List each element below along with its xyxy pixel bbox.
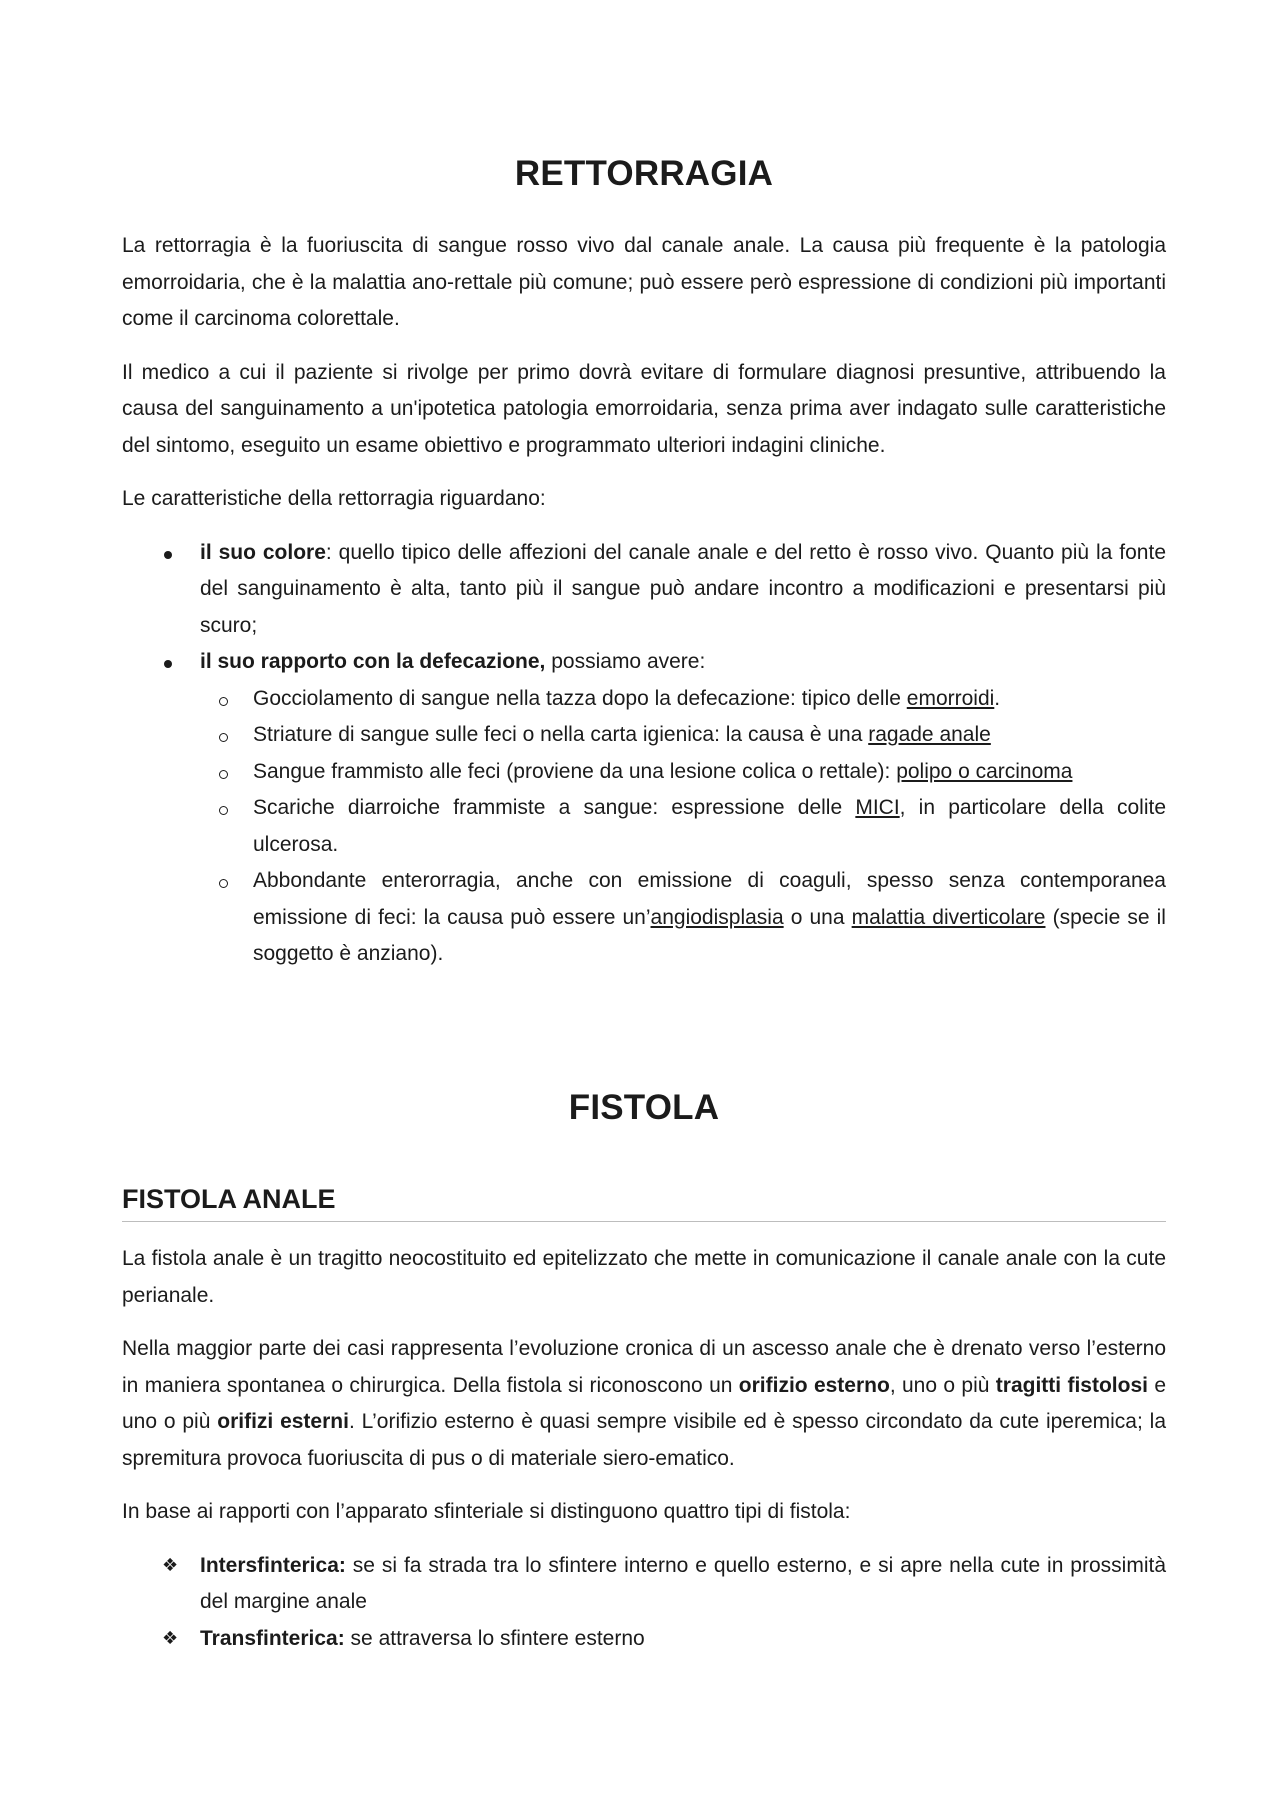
list-item	[122, 1621, 1166, 1658]
sub-list-item	[122, 863, 1166, 973]
sub-list	[122, 681, 1166, 973]
item-label: il suo colore	[200, 540, 326, 564]
paragraph	[122, 1331, 1166, 1477]
bold-term: orifizi esterni	[217, 1410, 349, 1433]
diamond-bullet-icon: ❖	[162, 1627, 179, 1649]
fistola-body	[122, 1241, 1166, 1657]
circle-bullet-icon	[219, 733, 228, 742]
link-emorroidi[interactable]: emorroidi	[906, 686, 995, 710]
sub-list-item	[122, 754, 1166, 791]
item-text: possiamo avere:	[545, 650, 706, 673]
link-malattia-diverticolare[interactable]: malattia diverticolare	[851, 905, 1046, 929]
item-text: Sangue frammisto alle feci (proviene da una lesione colica o rettale):	[253, 759, 897, 783]
item-text: Gocciolamento di sangue nella tazza dopo la defecazione: tipico delle	[253, 686, 907, 710]
item-text: , in particolare della colite ulcerosa.	[253, 796, 1166, 856]
section-title-fistola: FISTOLA	[568, 1088, 720, 1127]
link-ragade-anale[interactable]: ragade anale	[868, 723, 991, 746]
bullet-icon	[164, 551, 172, 559]
bullet-icon	[164, 660, 172, 668]
paragraph: Le caratteristiche della rettorragia riguardano:	[122, 487, 546, 510]
link-mici[interactable]: MICI	[855, 796, 900, 819]
rettorragia-body	[122, 228, 1166, 973]
text: , uno o più	[889, 1373, 996, 1397]
circle-bullet-icon	[219, 806, 228, 815]
section-title-rettorragia: RETTORRAGIA	[514, 154, 774, 193]
list-item	[122, 644, 1166, 681]
paragraph: Il medico a cui il paziente si rivolge per primo dovrà evitare di formulare diagnosi presuntive, attribuendo la causa del sanguinamento a un'ipotetica patologia emorroidaria, senza prima aver indagato sulle caratteristiche del sintomo, eseguito un esame obiettivo e programmato ulteriori indagini cliniche.	[122, 360, 1166, 457]
item-text: se attraversa lo sfintere esterno	[344, 1626, 645, 1650]
link-angiodisplasia[interactable]: angiodisplasia	[650, 905, 784, 929]
item-text: : quello tipico delle affezioni del canale anale e del retto è rosso vivo. Quanto più la fonte del sanguinamento è alta, tanto più il sangue può andare incontro a modificazioni e presentarsi più scuro;	[200, 540, 1166, 637]
item-text: (specie se il soggetto è anziano).	[253, 905, 1166, 965]
text: Nella maggior parte dei casi rappresenta l’evoluzione cronica di un ascesso anale che è drenato verso l’esterno in maniera spontanea o chirurgica. Della fistola si riconoscono un	[122, 1337, 1166, 1397]
diamond-bullet-icon: ❖	[162, 1554, 179, 1576]
sub-list-item	[122, 790, 1166, 863]
item-label: il suo rapporto con la defecazione,	[200, 650, 546, 673]
fistula-type-list	[122, 1548, 1166, 1658]
sub-list-item	[122, 717, 1166, 754]
item-label: Transfinterica:	[200, 1626, 345, 1650]
bullet-list	[122, 535, 1166, 681]
circle-bullet-icon	[219, 879, 228, 888]
bold-term: tragitti fistolosi	[995, 1373, 1148, 1397]
item-text: Striature di sangue sulle feci o nella carta igienica: la causa è una	[253, 723, 869, 746]
list-item	[122, 535, 1166, 645]
item-text: o una	[783, 905, 852, 929]
text: e uno o più	[122, 1373, 1166, 1433]
paragraph: La fistola anale è un tragitto neocostituito ed epitelizzato che mette in comunicazione il canale anale con la cute perianale.	[122, 1247, 1166, 1307]
item-text: Abbondante enterorragia, anche con emissione di coaguli, spesso senza contemporanea emissione di feci: la causa può essere un’	[253, 869, 1166, 929]
item-label: Intersfinterica:	[200, 1553, 346, 1577]
list-item	[122, 1548, 1166, 1621]
paragraph: In base ai rapporti con l’apparato sfinteriale si distinguono quattro tipi di fistola:	[122, 1500, 851, 1523]
circle-bullet-icon	[219, 697, 228, 706]
link-polipo-o-carcinoma[interactable]: polipo o carcinoma	[896, 759, 1073, 783]
item-text: se si fa strada tra lo sfintere interno e quello esterno, e si apre nella cute in prossimità del margine anale	[200, 1553, 1166, 1613]
paragraph: La rettorragia è la fuoriuscita di sangue rosso vivo dal canale anale. La causa più frequente è la patologia emorroidaria, che è la malattia ano-rettale più comune; può essere però espressione di condizioni più importanti come il carcinoma colorettale.	[122, 234, 1166, 330]
text: . L’orifizio esterno è quasi sempre visibile ed è spesso circondato da cute iperemica; la spremitura provoca fuoriuscita di pus o di materiale siero-ematico.	[122, 1410, 1167, 1470]
item-text: .	[994, 686, 1001, 710]
circle-bullet-icon	[219, 770, 228, 779]
item-text: Scariche diarroiche frammiste a sangue: espressione delle	[253, 796, 856, 819]
subsection-title-fistola-anale: FISTOLA ANALE	[122, 1184, 1166, 1222]
sub-list-item	[122, 681, 1166, 718]
bold-term: orifizio esterno	[738, 1373, 890, 1397]
